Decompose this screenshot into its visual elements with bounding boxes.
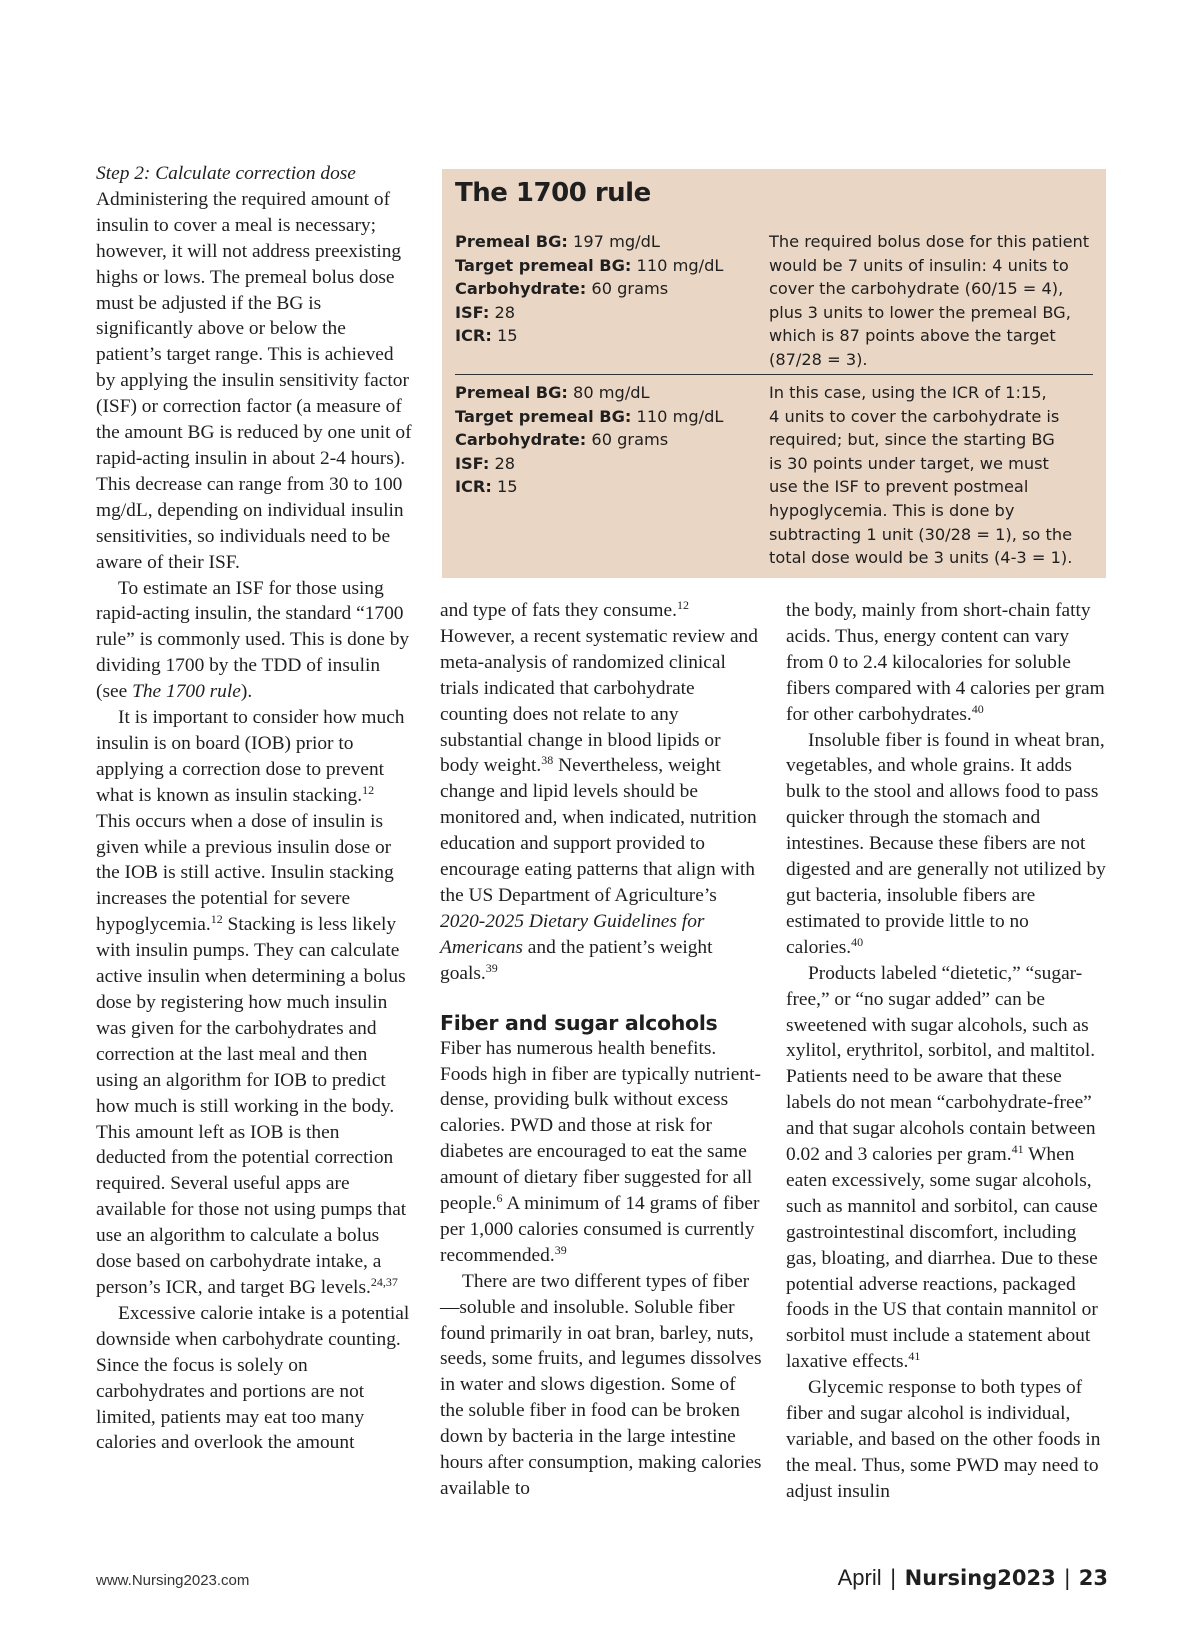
divider xyxy=(455,374,1093,375)
sidebar-reference: The 1700 rule xyxy=(132,681,241,703)
paragraph: Products labeled “dietetic,” “sugar-free,” or “no sugar added” can be sweetened with sugar alcohols, such as xylitol, erythritol, sorbitol, and maltitol. Patients need to be aware that these labels do not mean “carbohydrate-free” and that sugar alcohols contain between 0.02 and 3 calories per gram.$^{41}$ When eaten excessively, some sugar alcohols, such as mannitol and sorbitol, can cause gastrointestinal discomfort, including gas, bloating, and diarrhea. Due to these potential adverse reactions, packaged foods in the US that contain mannitol or sorbitol must include a statement about laxative effects.$^{41}$ xyxy=(786,962,1098,1373)
sidebar-title: The 1700 rule xyxy=(455,178,651,208)
text-line: 4 units to cover the carbohydrate is xyxy=(769,406,1060,426)
section-heading: Fiber and sugar alcohols xyxy=(440,1010,718,1035)
citation: 39 xyxy=(554,1242,567,1257)
citation: 38 xyxy=(541,753,554,768)
paragraph: Fiber has numerous health benefits. Foods high in fiber are typically nutrient-dense, providing bulk without excess calories. PWD and those at risk for diabetes are encouraged to eat the same amount of dietary fiber suggested for all people.$^6$ A minimum of 14 grams of fiber per 1,000 calories consumed is currently recommended.$^{39}$ xyxy=(440,1037,761,1266)
separator: | xyxy=(889,1566,897,1590)
value-row: Carbohydrate: 60 grams xyxy=(455,279,669,299)
paragraph: To estimate an ISF for those using rapid-acting insulin, the standard “1700 rule” is commonly used. This is done by dividing 1700 by the TDD of insulin (see The 1700 rule). xyxy=(96,577,410,703)
column-left xyxy=(96,161,412,1456)
paragraph: Administering the required amount of insulin to cover a meal is necessary; however, it will not address preexisting highs or lows. The premeal bolus dose must be adjusted if the BG is significantly above or below the patient’s target range. This is achieved by applying the insulin sensitivity factor (ISF) or correction factor (a measure of the amount BG is reduced by one unit of rapid-acting insulin in about 2-4 hours). This decrease can range from 30 to 100 mg/dL, depending on individual insulin sensitivities, so individuals need to be aware of their ISF. xyxy=(96,188,412,573)
column-middle xyxy=(440,598,762,1502)
text-line: plus 3 units to lower the premeal BG, xyxy=(769,302,1071,322)
text-line: cover the carbohydrate (60/15 = 4), xyxy=(769,279,1064,299)
step-heading: Step 2: Calculate correction dose xyxy=(96,163,356,184)
magazine-name: Nursing2023 xyxy=(904,1566,1056,1590)
citation: 40 xyxy=(851,934,864,949)
text-line: use the ISF to prevent postmeal xyxy=(769,477,1029,497)
value-row: ICR: 15 xyxy=(455,326,518,346)
value-row: Premeal BG: 197 mg/dL xyxy=(455,232,660,251)
text-line: which is 87 points above the target xyxy=(769,326,1056,346)
example-block-1 xyxy=(455,230,1093,370)
text-line: required; but, since the starting BG xyxy=(769,430,1055,450)
footer-url: www.Nursing2023.com xyxy=(96,1572,250,1589)
text-line: The required bolus dose for this patient xyxy=(769,232,1090,251)
example-explanation xyxy=(769,230,1089,372)
value-row: Carbohydrate: 60 grams xyxy=(455,430,669,450)
citation: 12 xyxy=(210,912,223,927)
value-row: Target premeal BG: 110 mg/dL xyxy=(455,255,724,275)
citation: 12 xyxy=(362,782,375,797)
text-line: subtracting 1 unit (30/28 = 1), so the xyxy=(769,524,1073,544)
guideline-title: 2020-2025 Dietary Guidelines for Americans xyxy=(440,910,705,958)
paragraph: and type of fats they consume.$^{12}$ However, a recent systematic review and meta-analysis of randomized clinical trials indicated that carbohydrate counting does not relate to any substantial change in blood lipids or body weight.$^{38}$ Nevertheless, weight change and lipid levels should be monitored and, when indicated, nutrition education and support provided to encourage eating patterns that align with the US Department of Agriculture’s 2020-2025 Dietary Guidelines for Americans and the patient’s weight goals.$^{39}$ xyxy=(440,598,758,984)
paragraph: Glycemic response to both types of fiber and sugar alcohol is individual, variable, and based on the other foods in the meal. Thus, some PWD may need to adjust insulin xyxy=(786,1377,1101,1502)
citation: 12 xyxy=(676,598,689,612)
paragraph: Insoluble fiber is found in wheat bran, vegetables, and whole grains. It adds bulk to the stool and allows food to pass quicker through the stomach and intestines. Because these fibers are not digested and are generally not utilized by gut bacteria, insoluble fibers are estimated to provide little to no calories.$^{40}$ xyxy=(786,729,1106,958)
value-row: ISF: 28 xyxy=(455,453,516,473)
value-row: ICR: 15 xyxy=(455,477,518,497)
value-row: Premeal BG: 80 mg/dL xyxy=(455,383,650,402)
text-line: hypoglycemia. This is done by xyxy=(769,500,1015,520)
citation: 39 xyxy=(485,960,498,975)
text-line: would be 7 units of insulin: 4 units to xyxy=(769,255,1069,275)
paragraph: It is important to consider how much insulin is on board (IOB) prior to applying a correction dose to prevent what is known as insulin stacking.$^{12}$ This occurs when a dose of insulin is given while a previous insulin dose or the IOB is still active. Insulin stacking increases the potential for severe hypoglycemia.$^{12}$ Stacking is less likely with insulin pumps. They can calculate active insulin when determining a bolus dose by registering how much insulin was given for the carbohydrates and correction at the last meal and then using an algorithm for IOB to predict how much is still working in the body. This amount left as IOB is then deducted from the potential correction required. Several useful apps are available for those not using pumps that use an algorithm to calculate a bolus dose based on carbohydrate intake, a person’s ICR, and target BG levels.$^{24,37}$ xyxy=(96,707,407,1298)
example-block-2 xyxy=(455,381,1093,573)
paragraph: There are two different types of fiber—soluble and insoluble. Soluble fiber found primarily in oat bran, barley, nuts, seeds, some fruits, and legumes dissolves in water and slows digestion. Some of the soluble fiber in food can be broken down by bacteria in the large intestine hours after consumption, making calories available to xyxy=(440,1270,762,1499)
sidebar-box xyxy=(442,169,1106,578)
citation: 41 xyxy=(1011,1142,1024,1157)
example-values xyxy=(455,230,755,348)
citation: 40 xyxy=(971,701,984,716)
column-right xyxy=(786,598,1108,1505)
example-values xyxy=(455,381,755,499)
text-line: (87/28 = 3). xyxy=(769,349,868,369)
text-line: is 30 points under target, we must xyxy=(769,453,1049,473)
paragraph: Excessive calorie intake is a potential downside when carbohydrate counting. Since the focus is solely on carbohydrates and portions are not limited, patients may eat too many calories and overlook the amount xyxy=(96,1302,410,1454)
citation: 6 xyxy=(496,1191,503,1206)
footer-folio xyxy=(838,1565,1108,1591)
page-number: 23 xyxy=(1078,1566,1108,1590)
paragraph: the body, mainly from short-chain fatty acids. Thus, energy content can vary from 0 to 2.4 kilocalories for soluble fibers compared with 4 calories per gram for other carbohydrates.$^{40}$ xyxy=(786,600,1105,725)
issue-month: April xyxy=(837,1565,882,1590)
separator: | xyxy=(1063,1566,1071,1590)
example-explanation xyxy=(769,381,1089,570)
text-line: In this case, using the ICR of 1:15, xyxy=(769,383,1047,402)
value-row: ISF: 28 xyxy=(455,302,516,322)
citation: 24,37 xyxy=(370,1274,398,1289)
text-line: total dose would be 3 units (4-3 = 1). xyxy=(769,548,1073,568)
value-row: Target premeal BG: 110 mg/dL xyxy=(455,406,724,426)
citation: 41 xyxy=(908,1349,921,1364)
